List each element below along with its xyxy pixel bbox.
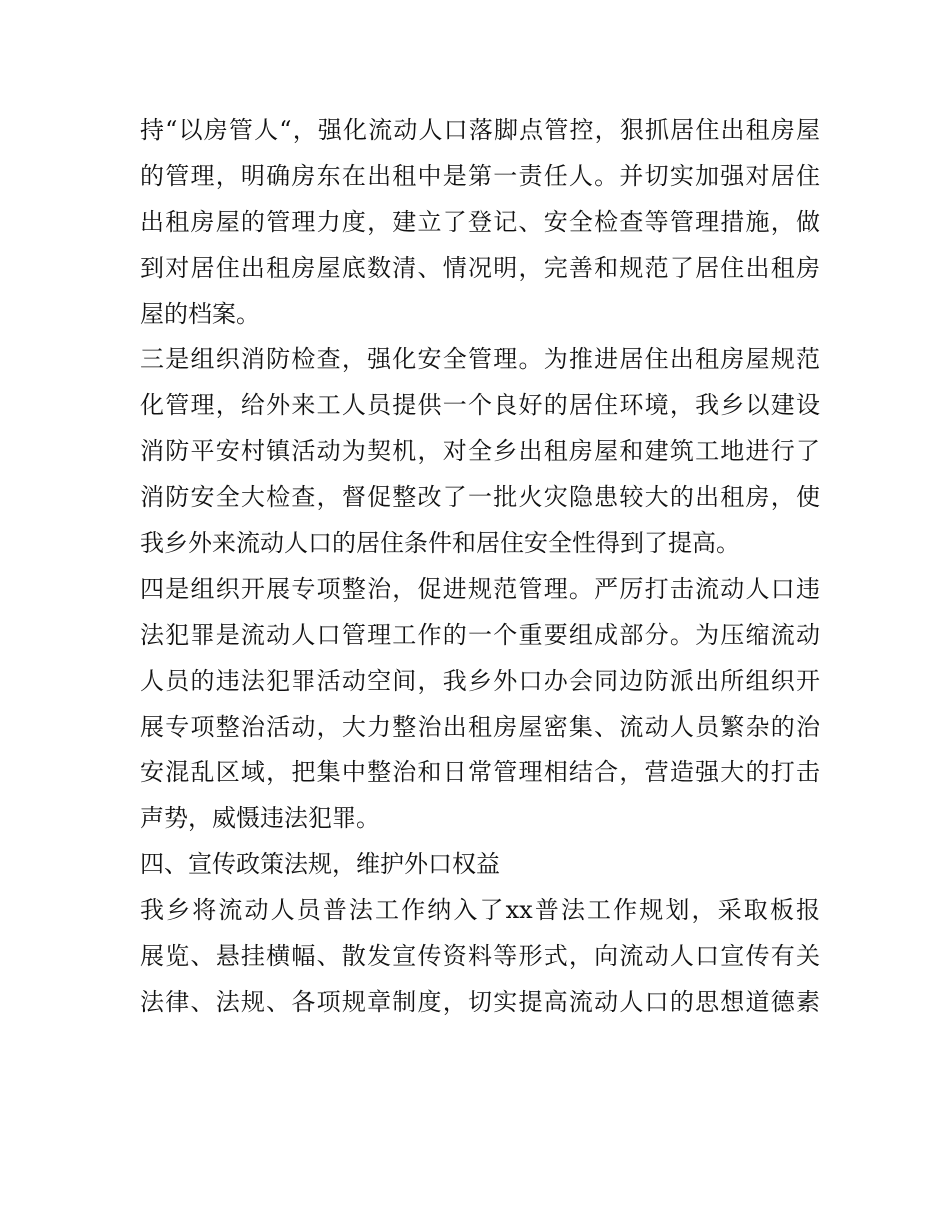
text-line: 三是组织消防检查，强化安全管理。为推进居住出租房屋规范 [140,345,820,374]
text-line: 展览、悬挂横幅、散发宣传资料等形式，向流动人口宣传有关 [140,942,820,971]
text-line: 人员的违法犯罪活动空间，我乡外口办会同边防派出所组织开 [140,666,820,695]
text-line: 四是组织开展专项整治，促进规范管理。严厉打击流动人口违 [140,574,820,603]
text-line: 消防平安村镇活动为契机，对全乡出租房屋和建筑工地进行了 [140,437,820,466]
text-line: 消防安全大检查，督促整改了一批火灾隐患较大的出租房，使 [140,483,820,512]
text-line: 法犯罪是流动人口管理工作的一个重要组成部分。为压缩流动 [140,620,820,649]
text-line: 的管理，明确房东在出租中是第一责任人。并切实加强对居住 [140,161,820,190]
text-line: 到对居住出租房屋底数清、情况明，完善和规范了居住出租房 [140,253,820,282]
text-line: 展专项整治活动，大力整治出租房屋密集、流动人员繁杂的治 [140,712,820,741]
document-body [140,108,820,1026]
text-line: 声势，威慑违法犯罪。 [140,804,380,833]
text-line: 我乡外来流动人口的居住条件和居住安全性得到了提高。 [140,529,740,558]
text-line: 法律、法规、各项规章制度，切实提高流动人口的思想道德素 [140,987,820,1016]
text-line: 化管理，给外来工人员提供一个良好的居住环境，我乡以建设 [140,391,820,420]
text-line: 出租房屋的管理力度，建立了登记、安全检查等管理措施，做 [140,207,820,236]
text-line: 安混乱区域，把集中整治和日常管理相结合，营造强大的打击 [140,758,820,787]
text-line: 我乡将流动人员普法工作纳入了xx普法工作规划，采取板报 [140,896,820,925]
text-line: 持“以房管人“，强化流动人口落脚点管控，狠抓居住出租房屋 [140,116,820,144]
section-heading: 四、宣传政策法规，维护外口权益 [140,850,500,879]
text-line: 屋的档案。 [140,299,260,328]
